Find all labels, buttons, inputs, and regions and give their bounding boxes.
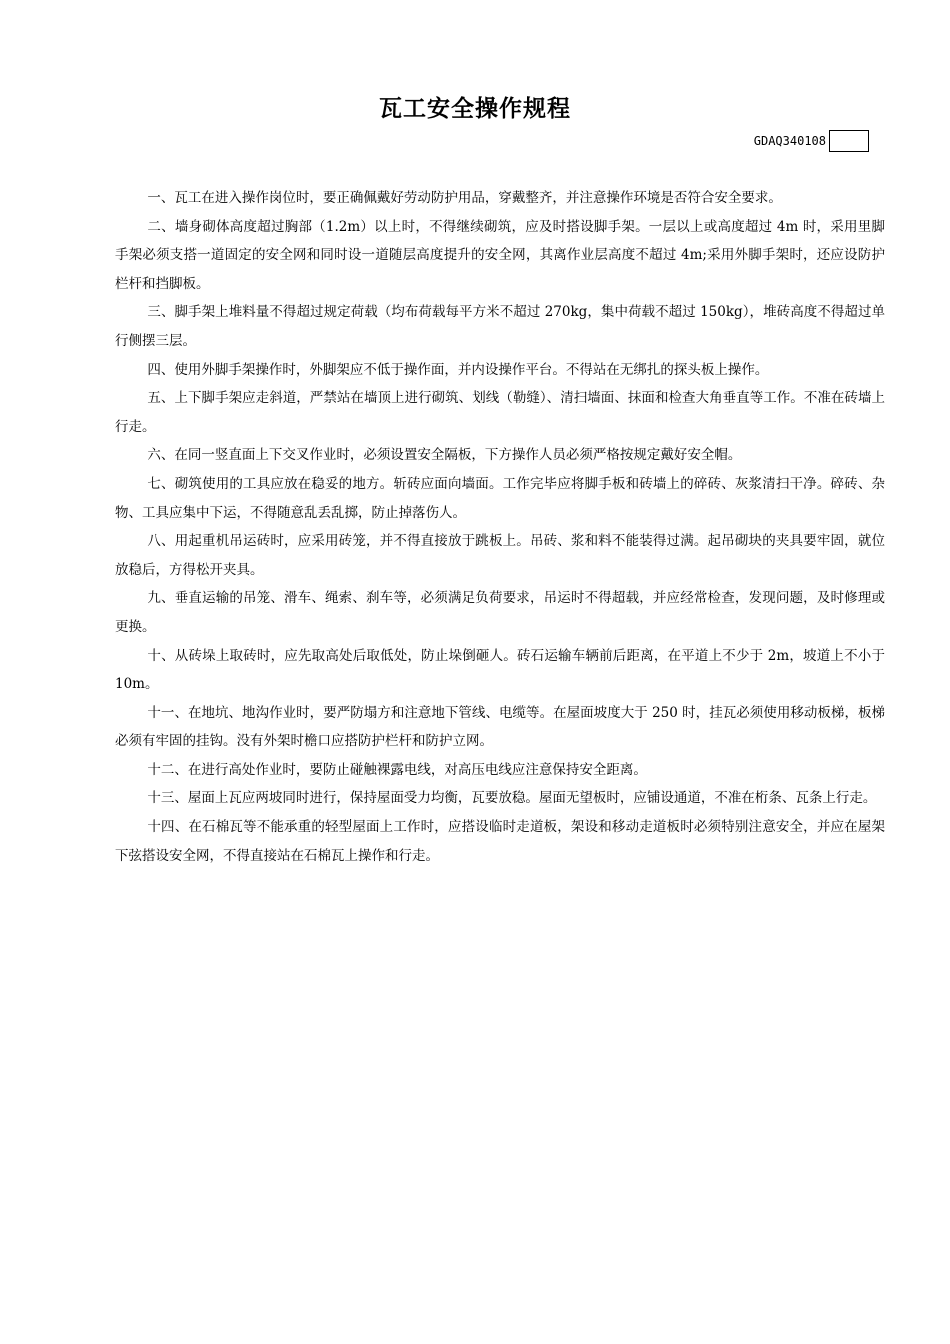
paragraph-7: 七、砌筑使用的工具应放在稳妥的地方。斩砖应面向墙面。工作完毕应将脚手板和砖墙上的碎砖、灰浆清扫干净。碎砖、杂物、工具应集中下运，不得随意乱丢乱掷，防止掉落伤人。 xyxy=(115,475,885,521)
document-code-row xyxy=(754,130,869,152)
paragraph-3: 三、脚手架上堆料量不得超过规定荷载（均布荷载每平方米不超过 270kg，集中荷载不超过 150kg），堆砖高度不得超过单行侧摆三层。 xyxy=(115,304,885,349)
paragraph-6: 六、在同一竖直面上下交叉作业时，必须设置安全隔板，下方操作人员必须严格按规定戴好安全帽。 xyxy=(147,447,742,464)
paragraph-8: 八、用起重机吊运砖时，应采用砖笼，并不得直接放于跳板上。吊砖、浆和料不能装得过满。起吊砌块的夹具要牢固，就位放稳后，方得松开夹具。 xyxy=(115,533,885,578)
regulation-body xyxy=(115,184,885,870)
paragraph-10: 十、从砖垛上取砖时，应先取高处后取低处，防止垛倒砸人。砖石运输车辆前后距离，在平道上不少于 2m，坡道上不小于 10m。 xyxy=(115,647,885,693)
paragraph-13: 十三、屋面上瓦应两坡同时进行，保持屋面受力均衡，瓦要放稳。屋面无望板时，应铺设通道，不准在桁条、瓦条上行走。 xyxy=(147,790,877,807)
paragraph-5: 五、上下脚手架应走斜道，严禁站在墙顶上进行砌筑、划线（勒缝）、清扫墙面、抹面和检查大角垂直等工作。不准在砖墙上行走。 xyxy=(115,390,885,435)
paragraph-4: 四、使用外脚手架操作时，外脚架应不低于操作面，并内设操作平台。不得站在无绑扎的探头板上操作。 xyxy=(147,361,769,378)
paragraph-12: 十二、在进行高处作业时，要防止碰触裸露电线，对高压电线应注意保持安全距离。 xyxy=(147,761,647,778)
document-code-box xyxy=(829,130,869,152)
document-title: 瓦工安全操作规程 xyxy=(379,96,571,122)
paragraph-11: 十一、在地坑、地沟作业时，要严防塌方和注意地下管线、电缆等。在屋面坡度大于 250 时，挂瓦必须使用移动板梯，板梯必须有牢固的挂钩。没有外架时檐口应搭防护栏杆和防护立网。 xyxy=(115,704,885,750)
paragraph-2: 二、墙身砌体高度超过胸部（1.2m）以上时，不得继续砌筑，应及时搭设脚手架。一层以上或高度超过 4m 时，采用里脚手架必须支搭一道固定的安全网和同时设一道随层高度提升的安全网，其离作业层高度不超过 4m;采用外脚手架时，还应设防护栏杆和挡脚板。 xyxy=(115,218,885,292)
paragraph-1: 一、瓦工在进入操作岗位时，要正确佩戴好劳动防护用品，穿戴整齐，并注意操作环境是否符合安全要求。 xyxy=(147,190,782,206)
document-code: GDAQ340108 xyxy=(753,134,826,148)
paragraph-9: 九、垂直运输的吊笼、滑车、绳索、刹车等，必须满足负荷要求，吊运时不得超载，并应经常检查，发现问题，及时修理或更换。 xyxy=(115,590,885,635)
paragraph-14: 十四、在石棉瓦等不能承重的轻型屋面上工作时，应搭设临时走道板，架设和移动走道板时必须特别注意安全，并应在屋架下弦搭设安全网，不得直接站在石棉瓦上操作和行走。 xyxy=(115,819,885,864)
